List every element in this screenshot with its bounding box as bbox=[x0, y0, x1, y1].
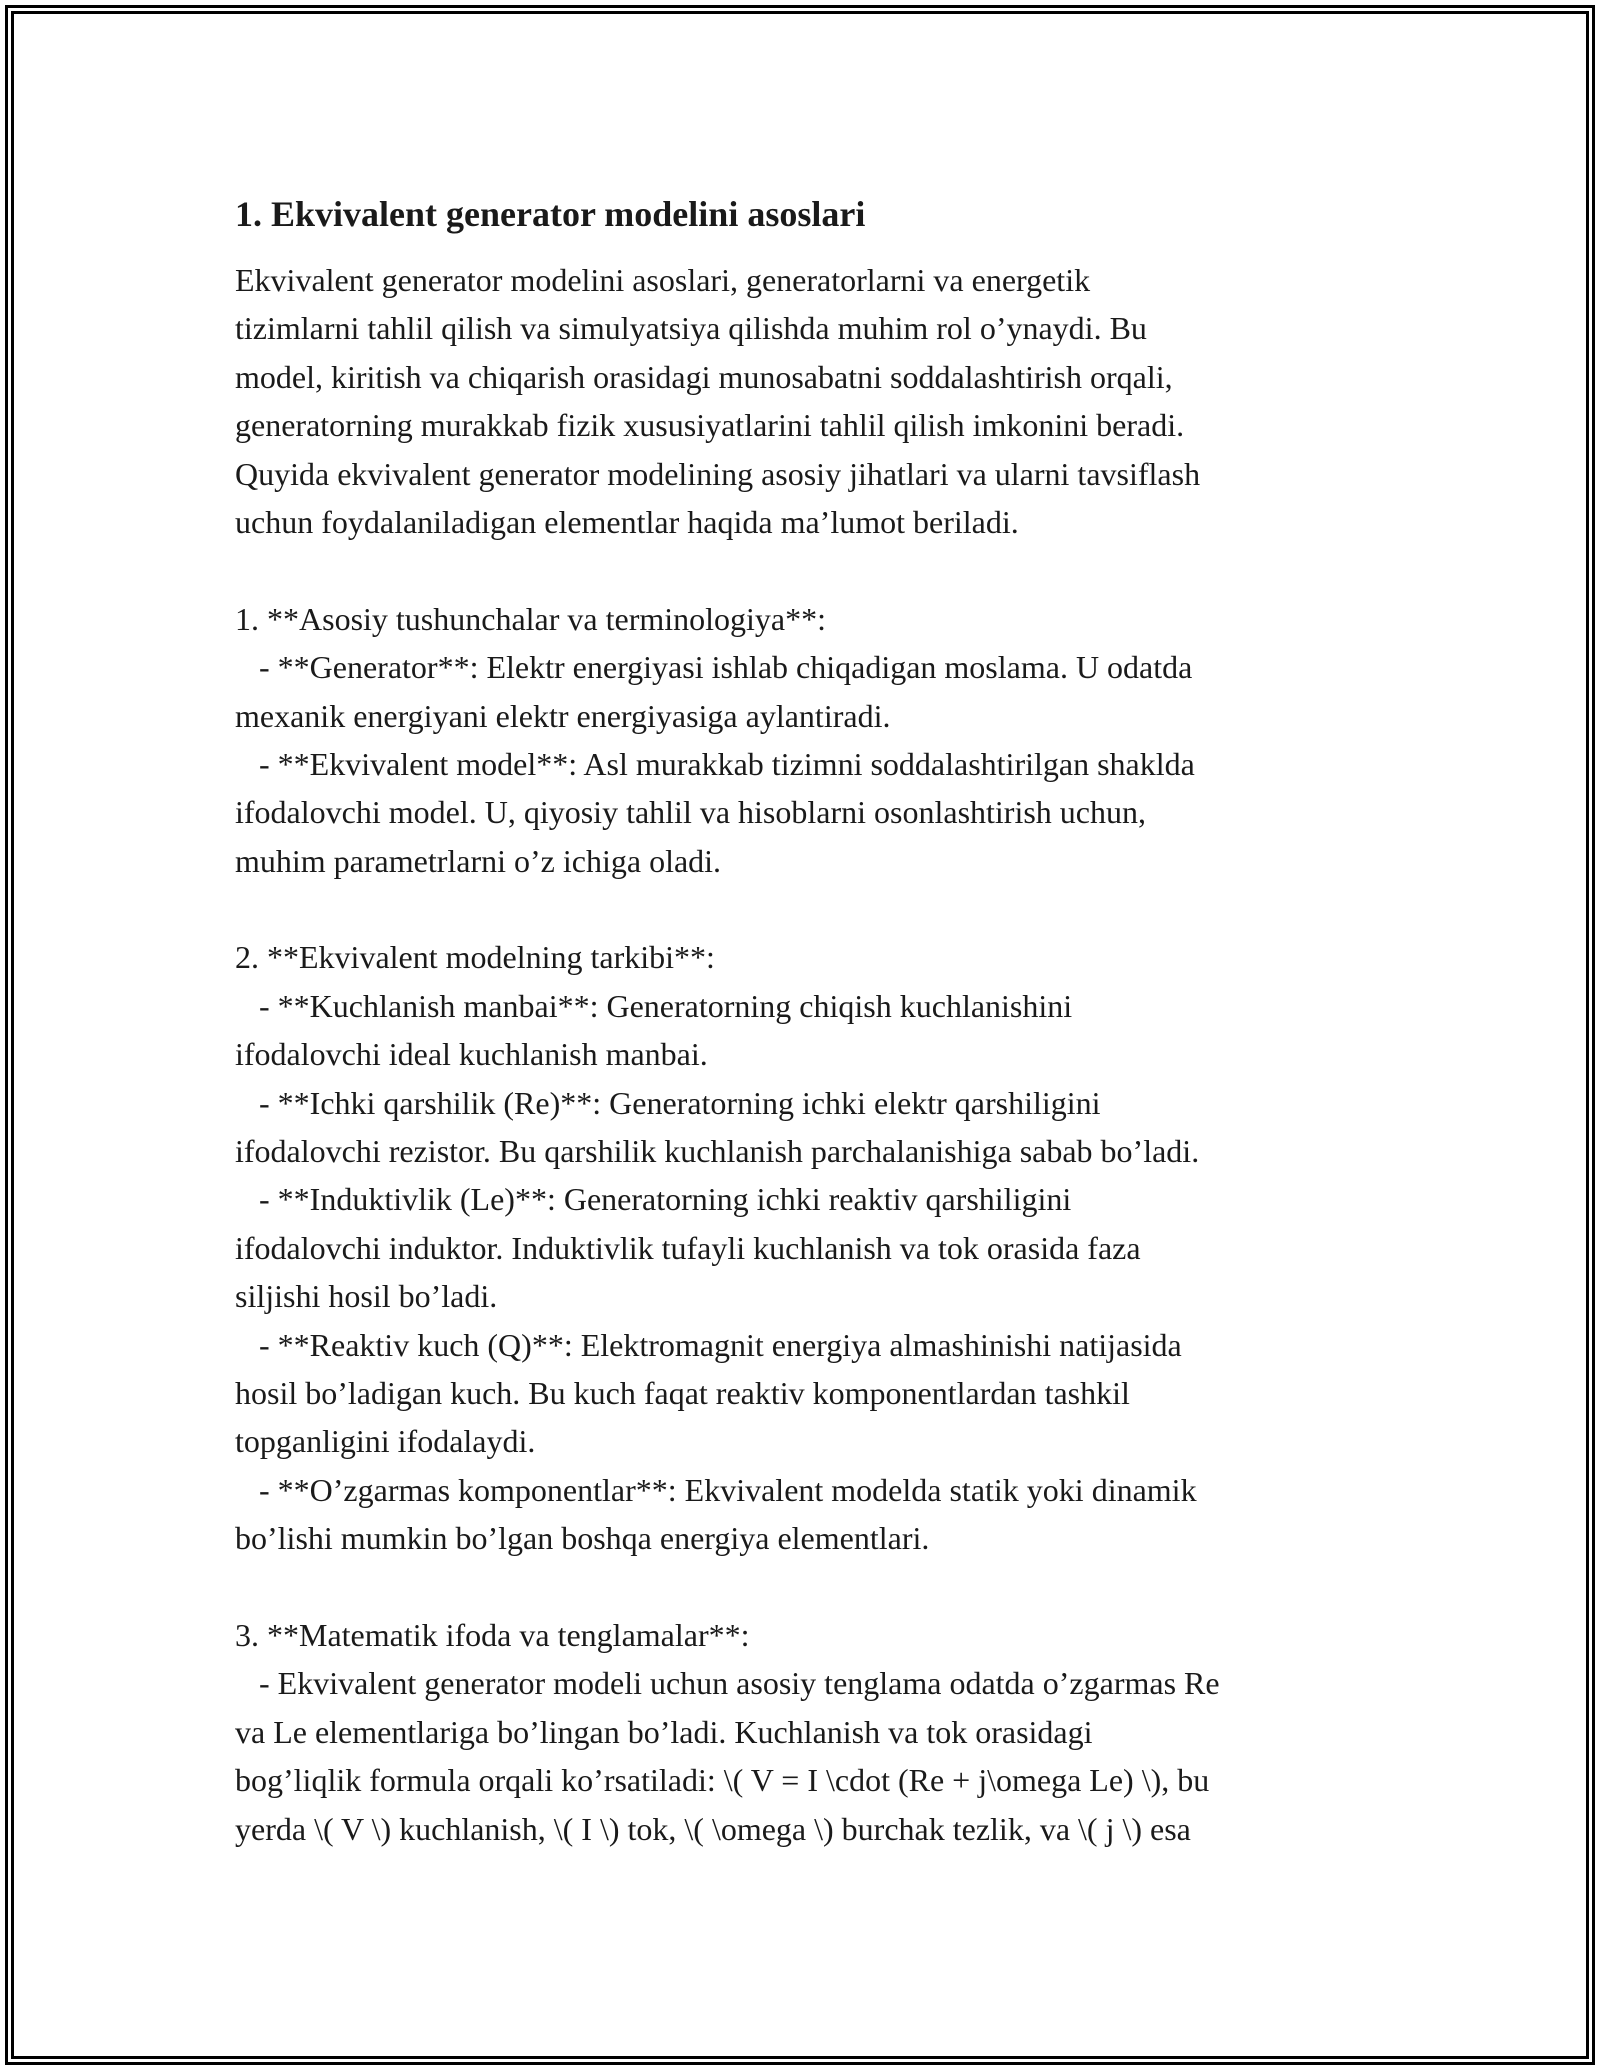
text-line: - **Induktivlik (Le)**: Generatorning ichki reaktiv qarshiligini bbox=[235, 1181, 1072, 1218]
text-line: muhim parametrlarni o’z ichiga oladi. bbox=[235, 842, 722, 879]
paragraph-spacer bbox=[235, 885, 1380, 933]
section-model-composition bbox=[235, 933, 1380, 1562]
text-line: ifodalovchi rezistor. Bu qarshilik kuchlanish parchalanishiga sabab bo’ladi. bbox=[235, 1133, 1200, 1170]
paragraph-spacer bbox=[235, 546, 1380, 594]
text-line: Quyida ekvivalent generator modelining asosiy jihatlari va ularni tavsiflash bbox=[235, 455, 1201, 492]
text-line: uchun foydalaniladigan elementlar haqida ma’lumot beriladi. bbox=[235, 503, 1019, 540]
text-line: ifodalovchi ideal kuchlanish manbai. bbox=[235, 1036, 708, 1073]
document-heading: 1. Ekvivalent generator modelini asoslari bbox=[235, 194, 866, 234]
paragraph-spacer bbox=[235, 1563, 1380, 1611]
text-line: - Ekvivalent generator modeli uchun asosiy tenglama odatda o’zgarmas Re bbox=[235, 1665, 1220, 1702]
text-line: hosil bo’ladigan kuch. Bu kuch faqat reaktiv komponentlardan tashkil bbox=[235, 1374, 1130, 1411]
text-line: - **Ichki qarshilik (Re)**: Generatorning ichki elektr qarshiligini bbox=[235, 1084, 1101, 1121]
text-line: bo’lishi mumkin bo’lgan boshqa energiya elementlari. bbox=[235, 1520, 930, 1557]
text-line: mexanik energiyani elektr energiyasiga aylantiradi. bbox=[235, 697, 891, 734]
text-line: siljishi hosil bo’ladi. bbox=[235, 1278, 498, 1315]
text-line: model, kiritish va chiqarish orasidagi munosabatni soddalashtirish orqali, bbox=[235, 358, 1173, 395]
text-line: generatorning murakkab fizik xususiyatlarini tahlil qilish imkonini beradi. bbox=[235, 407, 1185, 444]
text-line: 3. **Matematik ifoda va tenglamalar**: bbox=[235, 1616, 750, 1653]
text-line: tizimlarni tahlil qilish va simulyatsiya qilishda muhim rol o’ynaydi. Bu bbox=[235, 310, 1147, 347]
text-line: - **O’zgarmas komponentlar**: Ekvivalent modelda statik yoki dinamik bbox=[235, 1471, 1197, 1508]
text-line: - **Kuchlanish manbai**: Generatorning chiqish kuchlanishini bbox=[235, 987, 1073, 1024]
text-line: - **Generator**: Elektr energiyasi ishlab chiqadigan moslama. U odatda bbox=[235, 649, 1193, 686]
text-line: Ekvivalent generator modelini asoslari, generatorlarni va energetik bbox=[235, 262, 1091, 298]
text-line: bog’liqlik formula orqali ko’rsatiladi: \( V = I \cdot (Re + j\omega Le) \), bu bbox=[235, 1762, 1210, 1799]
text-line: topganligini ifodalaydi. bbox=[235, 1423, 536, 1460]
text-line: 1. **Asosiy tushunchalar va terminologiya**: bbox=[235, 600, 827, 637]
document-body bbox=[235, 188, 1380, 1853]
text-line: ifodalovchi model. U, qiyosiy tahlil va hisoblarni osonlashtirish uchun, bbox=[235, 794, 1146, 831]
text-line: - **Reaktiv kuch (Q)**: Elektromagnit energiya almashinishi natijasida bbox=[235, 1326, 1182, 1363]
text-line: - **Ekvivalent model**: Asl murakkab tizimni soddalashtirilgan shaklda bbox=[235, 745, 1195, 782]
text-line: 2. **Ekvivalent modelning tarkibi**: bbox=[235, 939, 715, 976]
intro-paragraph bbox=[235, 256, 1380, 546]
text-line: ifodalovchi induktor. Induktivlik tufayli kuchlanish va tok orasida faza bbox=[235, 1229, 1141, 1266]
section-math-expressions bbox=[235, 1611, 1380, 1853]
text-line: va Le elementlariga bo’lingan bo’ladi. Kuchlanish va tok orasidagi bbox=[235, 1713, 1093, 1750]
text-line: yerda \( V \) kuchlanish, \( I \) tok, \( \omega \) burchak tezlik, va \( j \) esa bbox=[235, 1810, 1191, 1847]
section-basic-concepts bbox=[235, 595, 1380, 885]
